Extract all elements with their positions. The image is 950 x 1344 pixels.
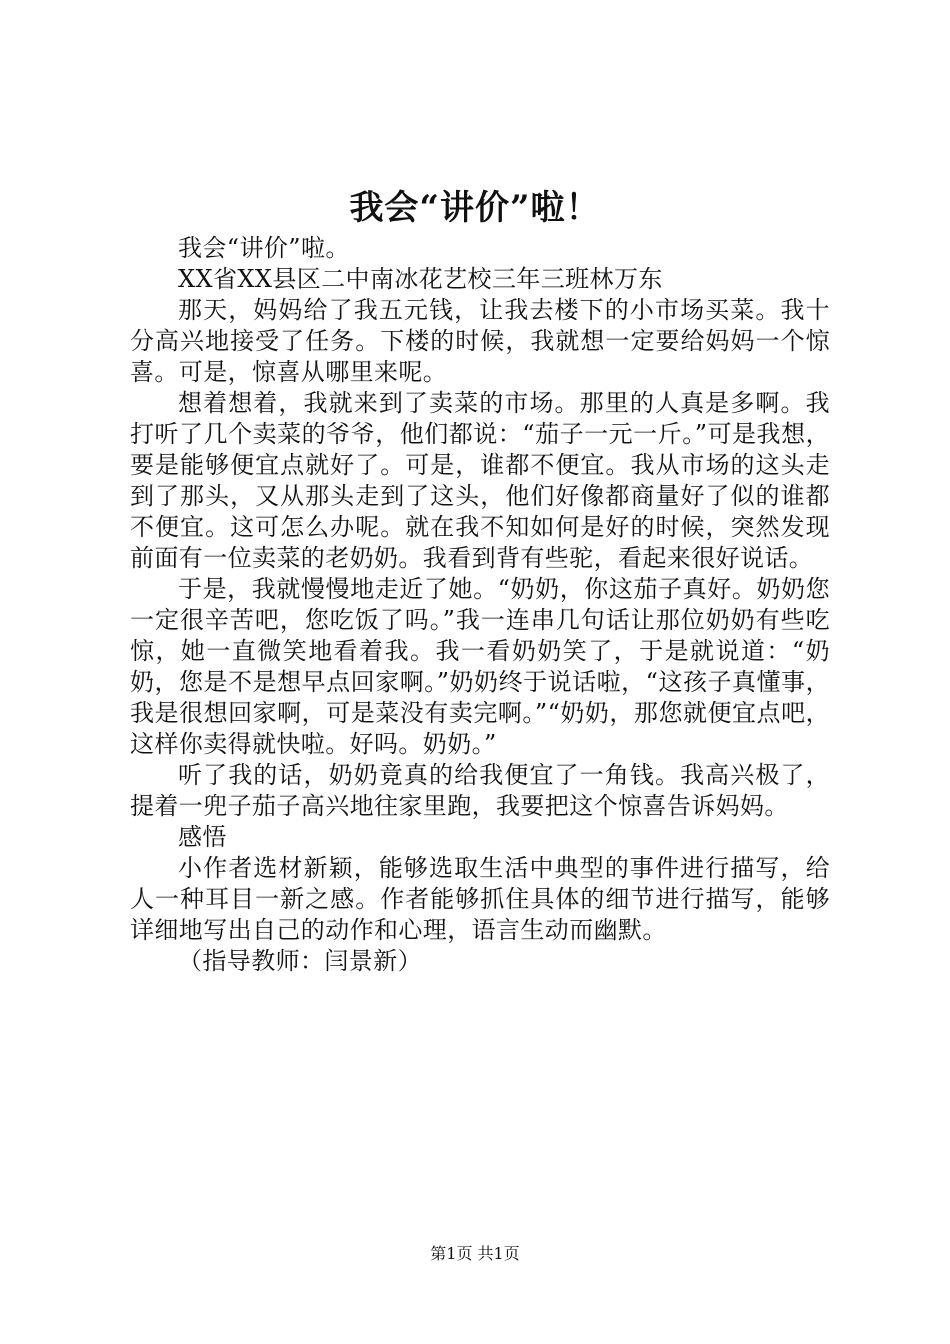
author-line: XX省XX县区二中南冰花艺校三年三班林万东 <box>178 265 663 293</box>
page-footer: 第1页 共1页 <box>430 1244 520 1263</box>
comment-paragraph: 小作者选材新颖，能够选取生活中典型的事件进行描写，给人一种耳目一新之感。作者能够抓住具体的细节进行描写，能够详细地写出自己的动作和心理，语言生动而幽默。 <box>130 854 830 944</box>
page-title: 我会“讲价”啦！ <box>349 188 601 228</box>
body-paragraph: 于是，我就慢慢地走近了她。“奶奶，你这茄子真好。奶奶您一定很辛苦吧，您吃饭了吗。”我一连串几句话让那位奶奶有些吃惊，她一直微笑地看着我。我一看奶奶笑了，于是就说道：“奶奶，您是不是想早点回家啊。”奶奶终于说话啦，“这孩子真懂事，我是很想回家啊，可是菜没有卖完啊。”“奶奶，那您就便宜点吧，这样你卖得就快啦。好吗。奶奶。” <box>130 575 830 758</box>
comment-heading: 感悟 <box>178 823 227 851</box>
document-body <box>130 233 830 977</box>
teacher-credit: （指导教师：闫景新） <box>178 947 422 975</box>
subtitle-paragraph: 我会“讲价”啦。 <box>178 234 350 262</box>
body-paragraph: 听了我的话，奶奶竟真的给我便宜了一角钱。我高兴极了，提着一兜子茄子高兴地往家里跑，我要把这个惊喜告诉妈妈。 <box>130 761 830 820</box>
body-paragraph: 想着想着，我就来到了卖菜的市场。那里的人真是多啊。我打听了几个卖菜的爷爷，他们都说：“茄子一元一斤。”可是我想，要是能够便宜点就好了。可是，谁都不便宜。我从市场的这头走到了那头，又从那头走到了这头，他们好像都商量好了似的谁都不便宜。这可怎么办呢。就在我不知如何是好的时候，突然发现前面有一位卖菜的老奶奶。我看到背有些驼，看起来很好说话。 <box>130 389 830 572</box>
body-paragraph: 那天，妈妈给了我五元钱，让我去楼下的小市场买菜。我十分高兴地接受了任务。下楼的时候，我就想一定要给妈妈一个惊喜。可是，惊喜从哪里来呢。 <box>130 296 830 386</box>
